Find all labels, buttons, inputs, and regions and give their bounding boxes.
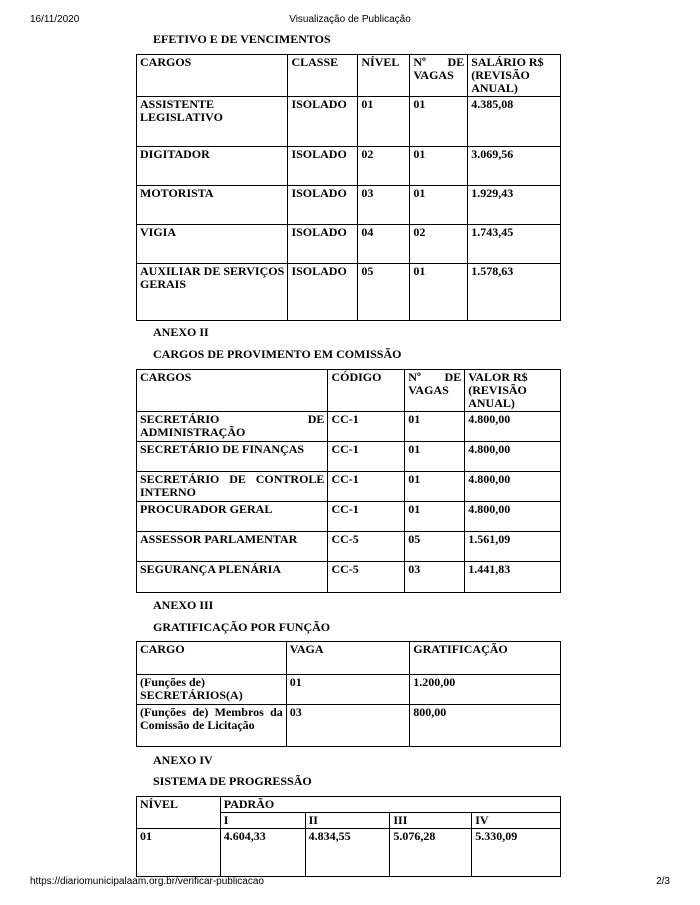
cell: 800,00 [410,705,561,747]
header-codigo: CÓDIGO [328,370,405,412]
table-row [137,472,561,502]
cell: CC-5 [328,532,405,562]
cell: ISOLADO [288,147,358,186]
header-vagas: Nº DE VAGAS [405,370,465,412]
table-header-row [137,642,561,675]
header-cargos: CARGOS [137,55,288,97]
cell: 01 [410,97,468,147]
cell: 1.578,63 [468,264,561,321]
comissao-table [136,369,561,593]
cell: CC-1 [328,442,405,472]
cell: SECRETÁRIO DE ADMINISTRAÇÃO [137,412,328,442]
cell: 03 [358,186,410,225]
table-row [137,675,561,705]
padrao-iii: III [390,813,472,829]
cell: 4.834,55 [305,829,390,877]
cell: ISOLADO [288,97,358,147]
table-row [137,264,561,321]
gratificacao-table [136,641,561,747]
section1-title: EFETIVO E DE VENCIMENTOS [153,32,331,46]
cell: 5.330,09 [472,829,561,877]
cell: DIGITADOR [137,147,288,186]
header-salario: SALÁRIO R$ (REVISÃO ANUAL) [468,55,561,97]
cell: MOTORISTA [137,186,288,225]
cell: 3.069,56 [468,147,561,186]
cell: 01 [358,97,410,147]
cell: VIGIA [137,225,288,264]
cell: 05 [358,264,410,321]
cell: 01 [405,472,465,502]
cell: ISOLADO [288,264,358,321]
table-row [137,186,561,225]
cell: 01 [405,442,465,472]
table-header-row [137,55,561,97]
print-page-title: Visualização de Publicação [289,14,411,25]
cell: 01 [286,675,410,705]
cell: 1.200,00 [410,675,561,705]
section2-title: CARGOS DE PROVIMENTO EM COMISSÃO [153,347,402,361]
cell: 4.385,08 [468,97,561,147]
vencimentos-table [136,54,561,321]
table-header-row [137,797,561,813]
cell: 01 [410,186,468,225]
table-row [137,442,561,472]
cell: 1.441,83 [465,562,561,593]
print-url: https://diariomunicipalaam.org.br/verificar-publicacao [30,876,264,887]
cell: 01 [405,412,465,442]
cell: CC-1 [328,502,405,532]
header-cargos: CARGOS [137,370,328,412]
table-row [137,562,561,593]
annex4-label: ANEXO IV [153,753,213,767]
annex3-label: ANEXO III [153,598,214,612]
header-cargo: CARGO [137,642,287,675]
print-date: 16/11/2020 [30,14,80,25]
cell: ASSISTENTE LEGISLATIVO [137,97,288,147]
padrao-ii: II [305,813,390,829]
cell: CC-1 [328,472,405,502]
cell: 01 [410,264,468,321]
header-gratificacao: GRATIFICAÇÃO [410,642,561,675]
header-nivel: NÍVEL [358,55,410,97]
cell: 4.800,00 [465,502,561,532]
header-padrao: PADRÃO [220,797,560,813]
cell: CC-5 [328,562,405,593]
cell: ISOLADO [288,186,358,225]
table-row [137,502,561,532]
cell: (Funções de) SECRETÁRIOS(A) [137,675,287,705]
cell: 1.929,43 [468,186,561,225]
cell: 5.076,28 [390,829,472,877]
header-vaga: VAGA [286,642,410,675]
cell: SECRETÁRIO DE CONTROLE INTERNO [137,472,328,502]
cell: 02 [410,225,468,264]
header-classe: CLASSE [288,55,358,97]
cell: 04 [358,225,410,264]
cell: 02 [358,147,410,186]
cell: 4.800,00 [465,442,561,472]
cell: 4.800,00 [465,412,561,442]
table-header-row [137,370,561,412]
table-row [137,97,561,147]
cell: 1.561,09 [465,532,561,562]
header-vagas: Nº DE VAGAS [410,55,468,97]
cell: SECRETÁRIO DE FINANÇAS [137,442,328,472]
cell: 01 [137,829,221,877]
cell: 4.604,33 [220,829,305,877]
annex2-label: ANEXO II [153,325,209,339]
cell: ISOLADO [288,225,358,264]
cell: (Funções de) Membros da Comissão de Licitação [137,705,287,747]
section4-title: SISTEMA DE PROGRESSÃO [153,774,312,788]
table-row [137,147,561,186]
cell: AUXILIAR DE SERVIÇOS GERAIS [137,264,288,321]
table-row [137,532,561,562]
cell: ASSESSOR PARLAMENTAR [137,532,328,562]
cell: 1.743,45 [468,225,561,264]
padrao-iv: IV [472,813,561,829]
cell: 03 [286,705,410,747]
section3-title: GRATIFICAÇÃO POR FUNÇÃO [153,620,331,634]
cell: 4.800,00 [465,472,561,502]
table-row [137,412,561,442]
cell: CC-1 [328,412,405,442]
print-page-number: 2/3 [656,876,670,887]
table-row [137,829,561,877]
progressao-table [136,796,561,877]
cell: 03 [405,562,465,593]
table-row [137,705,561,747]
cell: SEGURANÇA PLENÁRIA [137,562,328,593]
table-row [137,225,561,264]
header-nivel: NÍVEL [137,797,221,829]
cell: 01 [405,502,465,532]
cell: PROCURADOR GERAL [137,502,328,532]
cell: 05 [405,532,465,562]
cell: 01 [410,147,468,186]
padrao-i: I [220,813,305,829]
header-valor: VALOR R$ (REVISÃO ANUAL) [465,370,561,412]
